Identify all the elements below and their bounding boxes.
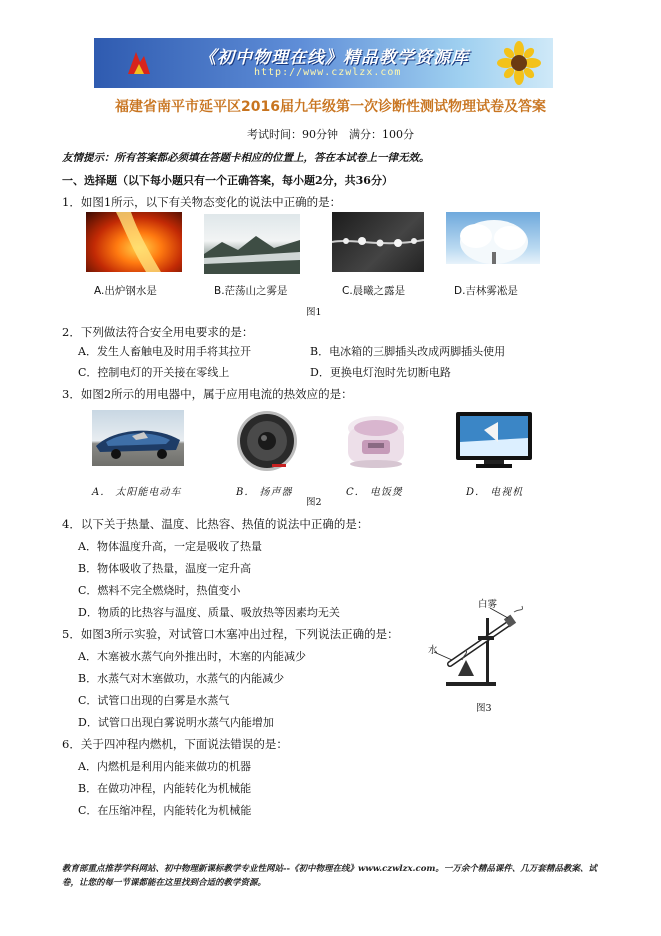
question-4-option-a: A．物体温度升高，一定是吸收了热量 [78,540,262,553]
question-2-option-c: C．控制电灯的开关接在零线上 [78,366,230,379]
question-4-option-b: B．物体吸收了热量，温度一定升高 [78,562,252,575]
reminder-note: 友情提示：所有答案都必须填在答题卡相应的位置上，答在本试卷上一律无效。 [62,152,430,164]
banner-title: 《初中物理在线》精品教学资源库 [199,48,469,68]
page-footer: 教育部重点推荐学科网站、初中物理新课标教学专业性网站--《初中物理在线》www.czwlzx.com。一万余个精品课件、几万套精品教案、试卷，让您的每一节课都能在这里找到合适的教学资源。 [62,864,597,888]
section-title: 一、选择题（以下每小题只有一个正确答案，每小题2分，共36分） [62,174,393,187]
television-image [454,410,534,472]
mountain-fog-image [204,214,300,274]
figure-3-label: 图3 [476,703,492,714]
molten-steel-image [86,212,182,272]
question-1-caption-c: C.晨曦之露是 [342,285,406,297]
question-1-caption-a: A.出炉钢水是 [94,285,157,297]
morning-dew-image [332,212,424,272]
solar-car-image [92,410,184,466]
question-4-option-d: D．物质的比热容与温度、质量、吸放热等因素均无关 [78,606,340,619]
question-2-option-b: B．电冰箱的三脚插头改成两脚插头使用 [310,345,506,358]
figure-2-label: 图2 [306,497,322,508]
question-5-option-b: B．水蒸气对木塞做功，水蒸气的内能减少 [78,672,285,685]
question-2-stem: 2．下列做法符合安全用电要求的是： [62,325,254,339]
banner-url[interactable]: http://www.czwlzx.com [254,67,402,78]
rice-cooker-image [344,410,408,472]
question-2-option-a: A．发生人畜触电及时用手将其拉开 [78,345,251,358]
question-3-caption-c: C． 电饭煲 [346,487,403,498]
question-6-option-c: C．在压缩冲程，内能转化为机械能 [78,804,252,817]
question-6-stem: 6．关于四冲程内燃机，下面说法错误的是： [62,737,288,751]
question-5-option-c: C．试管口出现的白雾是水蒸气 [78,694,230,707]
rime-frost-image [446,212,540,272]
figure-1-label: 图1 [306,307,322,318]
question-3-caption-d: D． 电视机 [466,487,524,498]
document-title: 福建省南平市延平区2016届九年级第一次诊断性测试物理试卷及答案 [115,99,546,115]
question-4-stem: 4．以下关于热量、温度、比热容、热值的说法中正确的是： [62,517,369,531]
question-1-stem: 1．如图1所示，以下有关物态变化的说法中正确的是： [62,195,342,209]
exam-info: 考试时间：90分钟 满分：100分 [247,128,414,141]
question-2-option-d: D．更换电灯泡时先切断电路 [310,366,451,379]
question-5-option-a: A．木塞被水蒸气向外推出时，木塞的内能减少 [78,650,306,663]
white-mist-label: 白雾 [478,599,498,610]
water-label: 水 [428,645,438,656]
question-1-caption-b: B.茫荡山之雾是 [214,285,288,297]
question-4-option-c: C．燃料不完全燃烧时，热值变小 [78,584,241,597]
speaker-image [236,410,298,472]
question-5-stem: 5．如图3所示实验，对试管口木塞冲出过程，下列说法正确的是： [62,627,399,641]
question-6-option-b: B．在做功冲程，内能转化为机械能 [78,782,252,795]
site-logo-icon [124,48,154,78]
question-3-stem: 3．如图2所示的用电器中，属于应用电流的热效应的是： [62,387,353,401]
site-banner [94,38,553,88]
question-5-option-d: D．试管口出现白雾说明水蒸气内能增加 [78,716,274,729]
question-6-option-a: A．内燃机是利用内能来做功的机器 [78,760,251,773]
question-1-caption-d: D.吉林雾凇是 [454,285,518,297]
sunflower-icon [489,40,549,86]
question-3-caption-b: B． 扬声器 [236,487,293,498]
question-3-caption-a: A． 太阳能电动车 [92,487,182,498]
test-tube-apparatus-diagram [428,598,528,690]
